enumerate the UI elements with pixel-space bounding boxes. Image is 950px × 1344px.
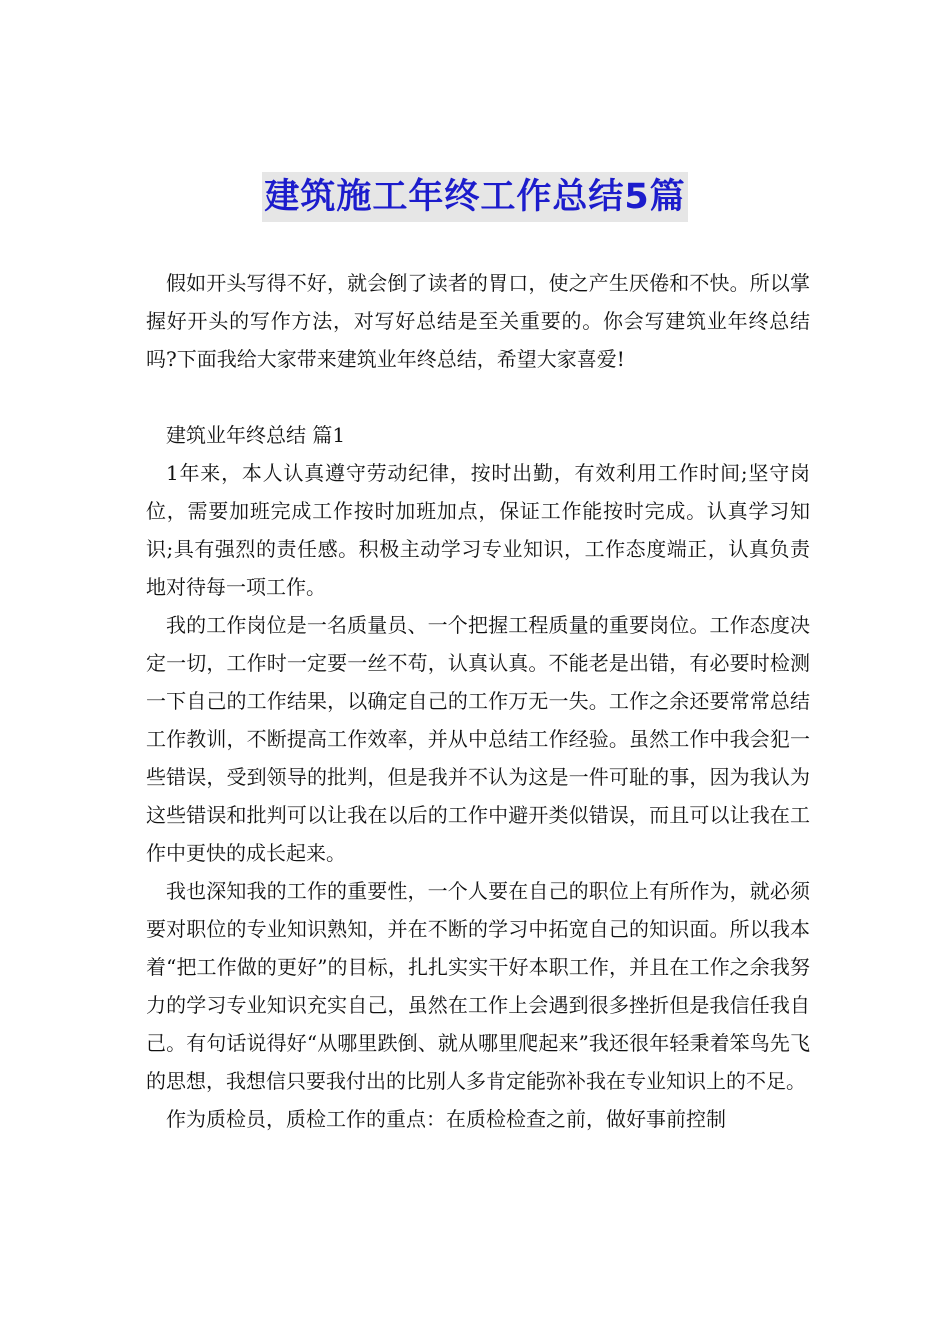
body-paragraph-4: 作为质检员，质检工作的重点：在质检检查之前，做好事前控制 (166, 1107, 726, 1131)
intro-paragraph: 假如开头写得不好，就会倒了读者的胃口，使之产生厌倦和不快。所以掌握好开头的写作方法，对写好总结是至关重要的。你会写建筑业年终总结吗?下面我给大家带来建筑业年终总结，希望大家喜爱! (146, 271, 810, 371)
body-paragraph-1: 1年来，本人认真遵守劳动纪律，按时出勤，有效利用工作时间;坚守岗位，需要加班完成工作按时加班加点，保证工作能按时完成。认真学习知识;具有强烈的责任感。积极主动学习专业知识，工作态度端正，认真负责地对待每一项工作。 (146, 461, 810, 599)
section-heading: 建筑业年终总结 篇1 (166, 423, 346, 447)
body-paragraph-3: 我也深知我的工作的重要性，一个人要在自己的职位上有所作为，就必须要对职位的专业知识熟知，并在不断的学习中拓宽自己的知识面。所以我本着“把工作做的更好”的目标，扎扎实实干好本职工作，并且在工作之余我努力的学习专业知识充实自己，虽然在工作上会遇到很多挫折但是我信任我自己。有句话说得好“从哪里跌倒、就从哪里爬起来”我还很年轻秉着笨鸟先飞的思想，我想信只要我付出的比别人多肯定能弥补我在专业知识上的不足。 (146, 879, 810, 1093)
document-title: 建筑施工年终工作总结5篇 (262, 172, 687, 222)
document-body (146, 264, 810, 1138)
title-container (0, 172, 950, 222)
body-paragraph-2: 我的工作岗位是一名质量员、一个把握工程质量的重要岗位。工作态度决定一切，工作时一定要一丝不苟，认真认真。不能老是出错，有必要时检测一下自己的工作结果，以确定自己的工作万无一失。工作之余还要常常总结工作教训，不断提高工作效率，并从中总结工作经验。虽然工作中我会犯一些错误，受到领导的批判，但是我并不认为这是一件可耻的事，因为我认为这些错误和批判可以让我在以后的工作中避开类似错误，而且可以让我在工作中更快的成长起来。 (146, 613, 810, 865)
